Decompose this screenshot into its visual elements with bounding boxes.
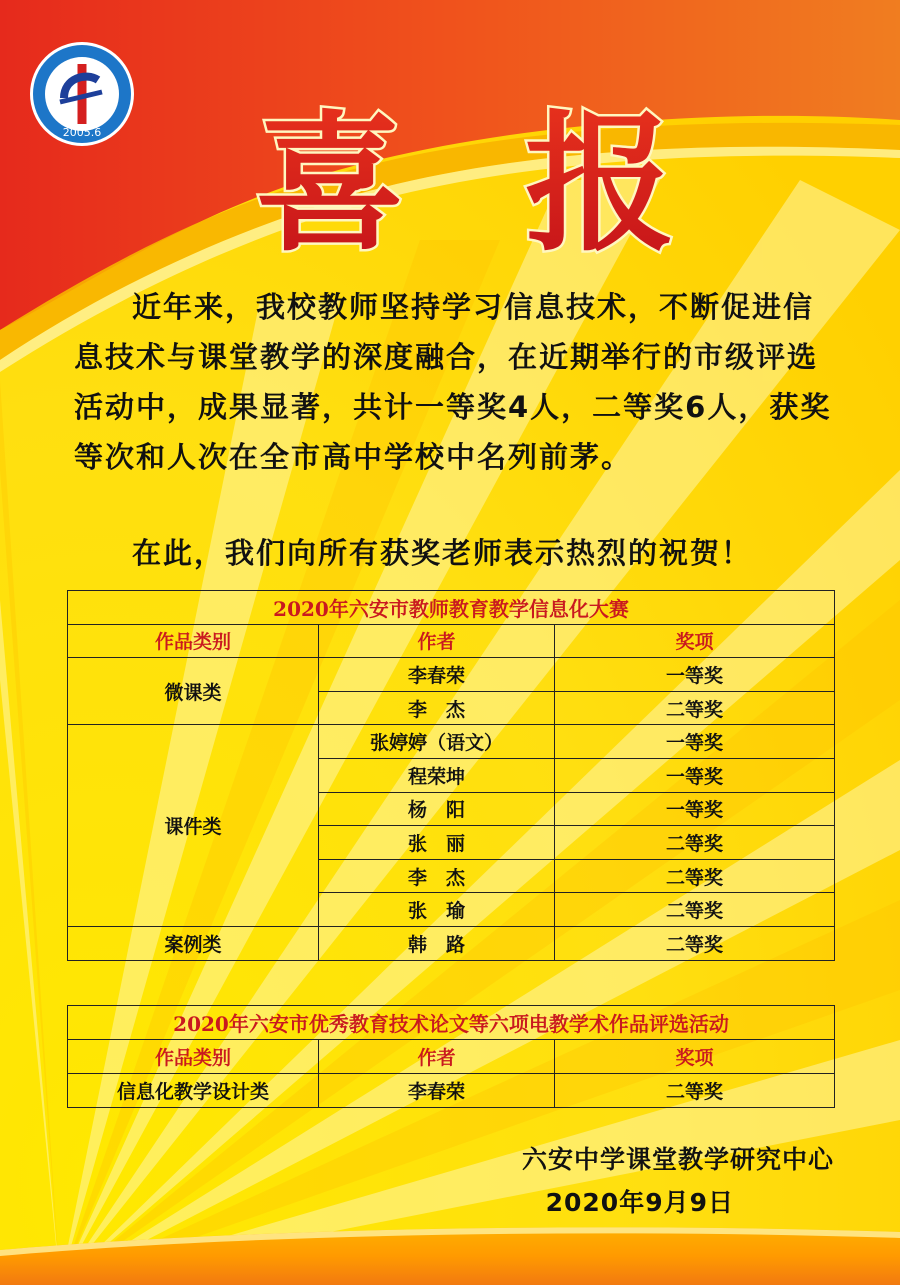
title-char-xi: 喜 [254, 96, 406, 258]
award-cell: 一等奖 [555, 725, 835, 759]
author-cell: 张 丽 [319, 826, 555, 860]
organization-signature: 六安中学课堂教学研究中心 [521, 1145, 834, 1174]
table-row [68, 725, 835, 759]
title-char-bao: 报 [524, 96, 676, 258]
category-cell: 微课类 [68, 658, 319, 725]
category-cell: 案例类 [68, 926, 319, 960]
header-award: 奖项 [555, 1040, 835, 1074]
header-award: 奖项 [555, 624, 835, 658]
award-cell: 二等奖 [555, 1074, 835, 1108]
author-cell: 张 瑜 [319, 893, 555, 927]
author-cell: 杨 阳 [319, 792, 555, 826]
logo-year: 2005.6 [62, 126, 102, 139]
poster-title [0, 88, 900, 258]
table-caption: 2020年六安市优秀教育技术论文等六项电教学术作品评选活动 [68, 1006, 835, 1040]
announcement-paragraph: 近年来，我校教师坚持学习信息技术，不断促进信息技术与课堂教学的深度融合，在近期举行的市级评选活动中，成果显著，共计一等奖4人，二等奖6人，获奖等次和人次在全市高中学校中名列前茅。 [74, 290, 832, 474]
author-cell: 张婷婷（语文） [319, 725, 555, 759]
category-cell: 课件类 [68, 725, 319, 927]
issue-date: 2020年9月9日 [545, 1188, 734, 1217]
table-row [68, 926, 835, 960]
award-cell: 一等奖 [555, 792, 835, 826]
award-cell: 二等奖 [555, 926, 835, 960]
table-row [68, 658, 835, 692]
header-category: 作品类别 [68, 1040, 319, 1074]
author-cell: 李 杰 [319, 691, 555, 725]
award-cell: 一等奖 [555, 658, 835, 692]
award-cell: 二等奖 [555, 826, 835, 860]
table-caption: 2020年六安市教师教育教学信息化大赛 [68, 591, 835, 625]
author-cell: 韩 路 [319, 926, 555, 960]
table-header-row [68, 624, 835, 658]
table-header-row [68, 1040, 835, 1074]
award-table-informatization-contest [67, 590, 835, 961]
author-cell: 李春荣 [319, 658, 555, 692]
header-author: 作者 [319, 624, 555, 658]
award-cell: 二等奖 [555, 691, 835, 725]
congratulation-paragraph: 在此，我们向所有获奖老师表示热烈的祝贺！ [132, 536, 753, 570]
author-cell: 李 杰 [319, 859, 555, 893]
author-cell: 李春荣 [319, 1074, 555, 1108]
award-cell: 一等奖 [555, 758, 835, 792]
header-author: 作者 [319, 1040, 555, 1074]
award-cell: 二等奖 [555, 859, 835, 893]
author-cell: 程荣坤 [319, 758, 555, 792]
header-category: 作品类别 [68, 624, 319, 658]
table-row [68, 1074, 835, 1108]
award-cell: 二等奖 [555, 893, 835, 927]
award-table-academic-works [67, 1005, 835, 1108]
category-cell: 信息化教学设计类 [68, 1074, 319, 1108]
